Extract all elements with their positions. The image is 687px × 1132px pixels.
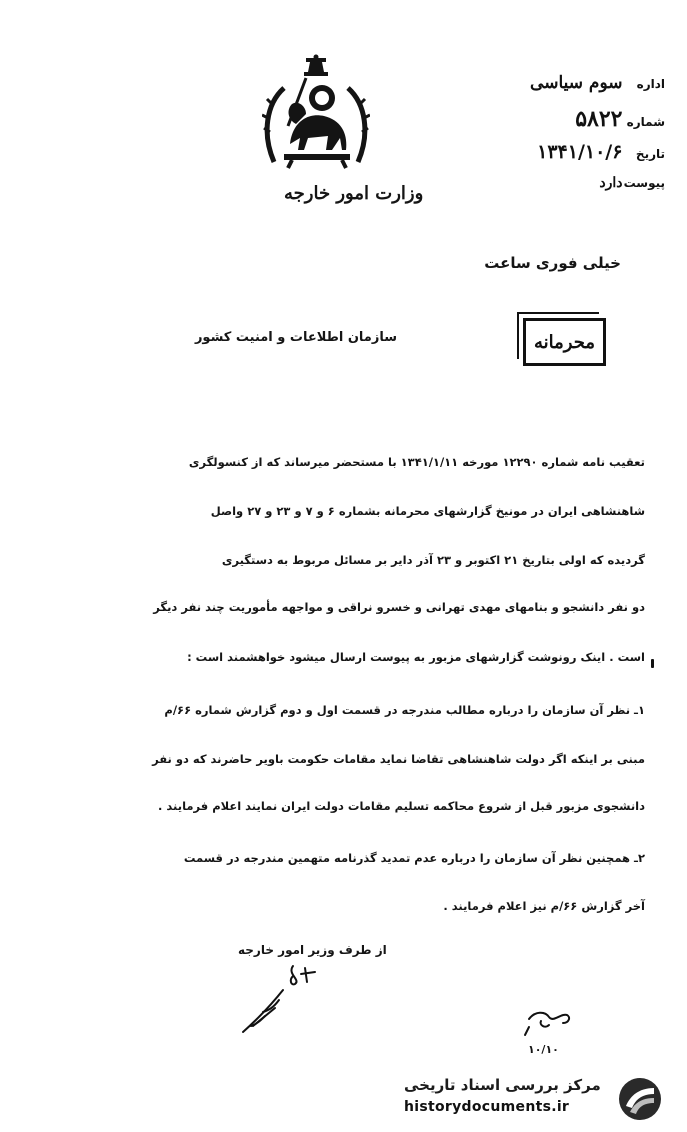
body-line-4: دو نفر دانشجو و بنامهای مهدی تهرانی و خسرو نراقی و مواجهه مأموریت چند نفر دیگر [153,600,645,614]
handwritten-initials [505,1005,605,1075]
body-line-1: تعقیب نامه شماره ۱۲۲۹۰ مورخه ۱۳۴۱/۱/۱۱ با مستحضر میرساند که از کنسولگری [188,455,645,469]
attachment-value: دارد [599,175,623,191]
body-line-9: ۲ـ همچنین نظر آن سازمان را درباره عدم تمدید گذرنامه متهمین مندرجه در قسمت [183,851,645,865]
ministry-name: وزارت امور خارجه [284,183,424,204]
recipient-line: سازمان اطلاعات و امنیت کشور [194,330,397,345]
signature-scribble [235,960,345,1040]
body-line-7: مبنی بر اینکه اگر دولت شاهنشاهی تقاضا نماید مقامات حکومت باویر حاضرند که دو نفر [152,752,645,766]
classification-stamp-text: محرمانه [534,331,595,353]
classification-stamp [523,318,606,366]
footer-website[interactable]: historydocuments.ir [404,1099,570,1115]
handwritten-date: ۱۰/۱۰ [528,1043,559,1056]
body-line-8: دانشجوی مزبور قبل از شروع محاکمه تسلیم مقامات دولت ایران نمایند اعلام فرمایند . [158,799,645,813]
header-date-row [537,141,665,163]
body-line-6: ۱ـ نظر آن سازمان را درباره مطالب مندرجه در قسمت اول و دوم گزارش شماره ۶۶/م [164,703,645,717]
header-attachment-row [599,175,665,191]
number-label: شماره [626,115,665,129]
header-number-row [575,106,665,132]
archive-logo-icon [617,1076,663,1122]
attachment-label: پیوست [623,176,665,190]
header-department-row [530,73,665,93]
body-line-3: گردیده که اولی بتاریخ ۲۱ اکتوبر و ۲۳ آذر دایر بر مسائل مربوط به دستگیری [221,553,645,567]
body-line-10: آخر گزارش ۶۶/م نیز اعلام فرمایند . [443,899,645,913]
number-value: ۵۸۲۲ [575,106,623,132]
scan-speck [651,659,654,668]
body-line-5: است . اینک رونوشت گزارشهای مزبور به پیوست ارسال میشود خواهشمند است : [187,650,645,664]
signature-label: از طرف وزیر امور خارجه [238,943,387,957]
lion-and-sun-emblem [262,54,370,174]
date-value: ۱۳۴۱/۱۰/۶ [537,141,623,163]
department-label: اداره [636,77,665,91]
footer-org-name: مرکز بررسی اسناد تاریخی [404,1076,601,1094]
department-value: سوم سیاسی [530,73,623,93]
date-label: تاریخ [635,147,665,161]
body-line-2: شاهنشاهی ایران در مونیخ گزارشهای محرمانه بشماره ۶ و ۷ و ۲۳ و ۲۷ واصل [210,504,645,518]
urgency-note: خیلی فوری ساعت [484,254,621,272]
